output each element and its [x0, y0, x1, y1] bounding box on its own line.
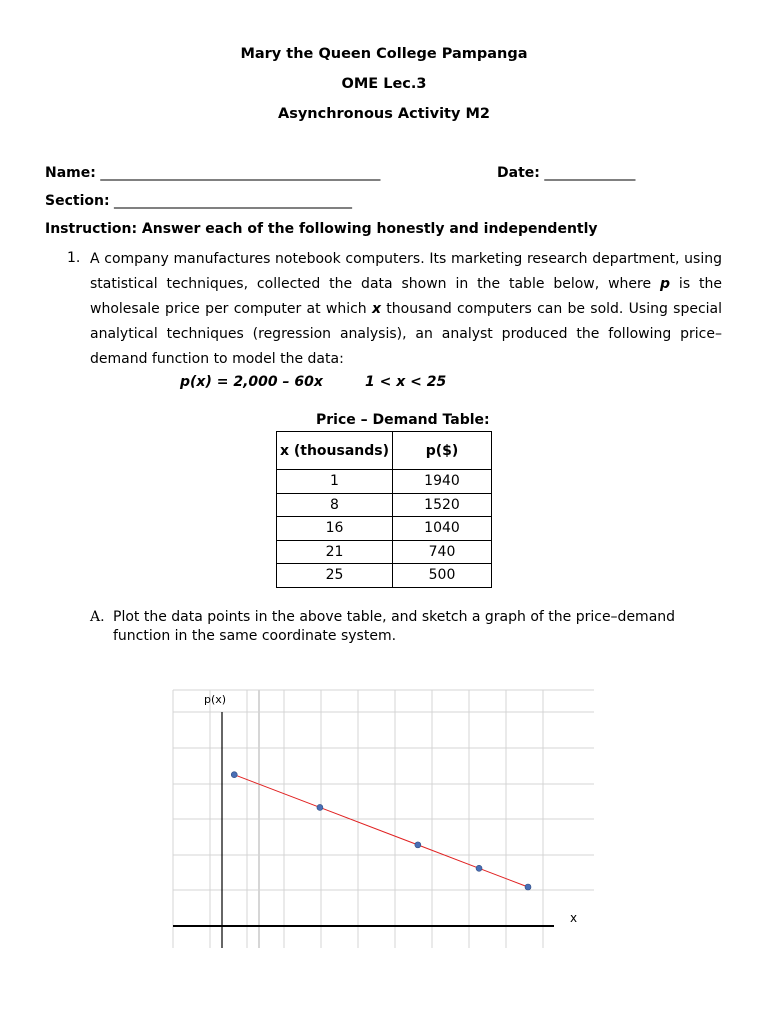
cell-x: 21	[277, 540, 393, 564]
cell-x: 25	[277, 564, 393, 588]
x-axis-label: x	[570, 911, 578, 925]
cell-p: 1040	[393, 517, 492, 541]
table-title: Price – Demand Table:	[316, 412, 490, 428]
data-point	[231, 772, 237, 778]
cell-x: 8	[277, 493, 393, 517]
data-point	[317, 804, 323, 810]
part-a-label: A.	[90, 609, 105, 625]
part-a-text: Plot the data points in the above table, and sketch a graph of the price–demand function in the same coordinate system.	[113, 609, 676, 644]
y-axis-label: p(x)	[204, 693, 227, 706]
cell-p: 500	[393, 564, 492, 588]
problem-text-3: thousand computers can be sold. Using special analytical techniques (regression analysis), an analyst produced the following price–demand function to model the data:	[90, 301, 722, 367]
date-label: Date:	[497, 165, 540, 181]
section-line[interactable]: __________________________________	[114, 193, 353, 209]
formula: p(x) = 2,000 – 60x	[180, 374, 323, 390]
data-point	[476, 865, 482, 871]
problem-text-2: is the wholesale price per computer at which	[90, 276, 722, 317]
cell-p: 1940	[393, 470, 492, 494]
instruction: Instruction: Answer each of the following honestly and independently	[45, 221, 598, 237]
activity-title: Asynchronous Activity M2	[277, 106, 491, 122]
var-p: p	[660, 276, 671, 292]
name-label: Name:	[45, 165, 96, 181]
cell-p: 740	[393, 540, 492, 564]
date-line[interactable]: _____________	[544, 165, 636, 181]
name-line[interactable]: ________________________________________	[100, 165, 381, 181]
data-point	[415, 842, 421, 848]
series-line	[234, 775, 528, 887]
col-header-p: p($)	[393, 432, 492, 470]
cell-x: 1	[277, 470, 393, 494]
problem-number: 1.	[67, 250, 81, 266]
formula-domain: 1 < x < 25	[365, 374, 447, 390]
var-x: x	[371, 301, 381, 317]
data-point	[525, 884, 531, 890]
cell-p: 1520	[393, 493, 492, 517]
course-title: OME Lec.3	[341, 76, 427, 92]
col-header-x: x (thousands)	[277, 432, 393, 470]
problem-text-1: A company manufactures notebook computers. Its marketing research department, using statistical techniques, collected the data shown in the table below, where	[90, 251, 722, 292]
school-name: Mary the Queen College Pampanga	[240, 46, 528, 62]
cell-x: 16	[277, 517, 393, 541]
section-label: Section:	[45, 193, 110, 209]
